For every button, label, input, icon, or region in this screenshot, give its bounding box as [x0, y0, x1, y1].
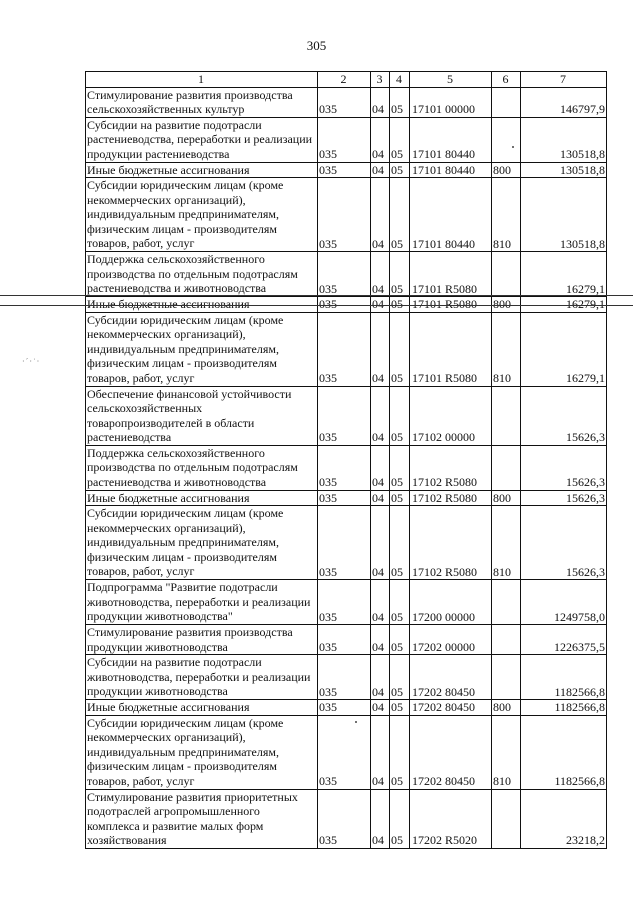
- row-csr-cell: 17102 R5080: [410, 445, 492, 490]
- row-subsection-cell: 05: [390, 297, 410, 313]
- header-cell: 3: [371, 72, 390, 88]
- row-csr-cell: 17102 R5080: [410, 490, 492, 506]
- row-ministry-cell: 035: [318, 386, 371, 445]
- row-ministry-cell: 035: [318, 490, 371, 506]
- row-amount-cell: 130518,8: [521, 178, 607, 252]
- row-csr-cell: 17101 80440: [410, 117, 492, 162]
- row-amount-cell: 15626,3: [521, 445, 607, 490]
- row-amount-cell: 1226375,5: [521, 625, 607, 655]
- row-subsection-cell: 05: [390, 162, 410, 178]
- row-subsection-cell: 05: [390, 386, 410, 445]
- row-name-cell: Субсидии юридическим лицам (кроме некоммерческих организаций), индивидуальным предпринимателям, физическим лицам - производителям товаров, работ, услуг: [86, 178, 318, 252]
- table-row: [86, 655, 607, 700]
- row-name-cell: Подпрограмма "Развитие подотрасли животноводства, переработки и реализации продукции животноводства": [86, 580, 318, 625]
- row-name-cell: Поддержка сельскохозяйственного производства по отдельным подотраслям растениеводства и животноводства: [86, 445, 318, 490]
- table-row: [86, 625, 607, 655]
- row-csr-cell: 17101 00000: [410, 87, 492, 117]
- row-amount-cell: 1182566,8: [521, 655, 607, 700]
- row-subsection-cell: 05: [390, 312, 410, 386]
- row-subsection-cell: 05: [390, 580, 410, 625]
- row-section-cell: 04: [371, 178, 390, 252]
- row-section-cell: 04: [371, 580, 390, 625]
- row-section-cell: 04: [371, 297, 390, 313]
- row-vr-cell: 810: [492, 312, 521, 386]
- row-amount-cell: 16279,1: [521, 312, 607, 386]
- row-ministry-cell: 035: [318, 117, 371, 162]
- margin-scribble: ·´·˙·: [22, 357, 41, 366]
- row-csr-cell: 17101 R5080: [410, 252, 492, 297]
- row-vr-cell: 810: [492, 715, 521, 789]
- row-amount-cell: 16279,1: [521, 252, 607, 297]
- header-cell: 2: [318, 72, 371, 88]
- row-amount-cell: 130518,8: [521, 117, 607, 162]
- row-subsection-cell: 05: [390, 625, 410, 655]
- row-name-cell: Поддержка сельскохозяйственного производства по отдельным подотраслям растениеводства и животноводства: [86, 252, 318, 297]
- row-section-cell: 04: [371, 386, 390, 445]
- row-ministry-cell: 035: [318, 715, 371, 789]
- row-subsection-cell: 05: [390, 252, 410, 297]
- table-row: [86, 87, 607, 117]
- row-name-cell: Иные бюджетные ассигнования: [86, 700, 318, 716]
- row-section-cell: 04: [371, 700, 390, 716]
- row-amount-cell: 1182566,8: [521, 715, 607, 789]
- row-csr-cell: 17200 00000: [410, 580, 492, 625]
- row-vr-cell: [492, 789, 521, 848]
- table-row: [86, 117, 607, 162]
- table-body: [86, 72, 607, 849]
- row-csr-cell: 17101 R5080: [410, 312, 492, 386]
- row-vr-cell: [492, 625, 521, 655]
- header-cell: 6: [492, 72, 521, 88]
- row-amount-cell: 1249758,0: [521, 580, 607, 625]
- strike-through-line: [0, 305, 633, 306]
- row-vr-cell: 800: [492, 162, 521, 178]
- row-section-cell: 04: [371, 715, 390, 789]
- strike-through-line: [0, 295, 633, 296]
- row-name-cell: Стимулирование развития производства продукции животноводства: [86, 625, 318, 655]
- row-ministry-cell: 035: [318, 297, 371, 313]
- row-section-cell: 04: [371, 162, 390, 178]
- row-csr-cell: 17202 80450: [410, 715, 492, 789]
- row-section-cell: 04: [371, 789, 390, 848]
- row-amount-cell: 15626,3: [521, 490, 607, 506]
- stray-mark: [355, 721, 357, 723]
- row-subsection-cell: 05: [390, 445, 410, 490]
- row-subsection-cell: 05: [390, 117, 410, 162]
- row-subsection-cell: 05: [390, 715, 410, 789]
- row-name-cell: Иные бюджетные ассигнования: [86, 490, 318, 506]
- row-vr-cell: 800: [492, 490, 521, 506]
- row-name-cell: Стимулирование развития производства сельскохозяйственных культур: [86, 87, 318, 117]
- row-section-cell: 04: [371, 655, 390, 700]
- row-vr-cell: 800: [492, 297, 521, 313]
- table-row: [86, 162, 607, 178]
- row-section-cell: 04: [371, 117, 390, 162]
- row-csr-cell: 17101 80440: [410, 162, 492, 178]
- row-section-cell: 04: [371, 87, 390, 117]
- table-row: [86, 700, 607, 716]
- row-subsection-cell: 05: [390, 700, 410, 716]
- table-row: [86, 252, 607, 297]
- row-csr-cell: 17101 80440: [410, 178, 492, 252]
- row-section-cell: 04: [371, 312, 390, 386]
- row-section-cell: 04: [371, 506, 390, 580]
- row-vr-cell: [492, 445, 521, 490]
- header-cell: 1: [86, 72, 318, 88]
- header-cell: 7: [521, 72, 607, 88]
- row-ministry-cell: 035: [318, 87, 371, 117]
- row-ministry-cell: 035: [318, 625, 371, 655]
- row-ministry-cell: 035: [318, 655, 371, 700]
- row-ministry-cell: 035: [318, 445, 371, 490]
- table-row: [86, 506, 607, 580]
- row-vr-cell: [492, 117, 521, 162]
- row-name-cell: Субсидии юридическим лицам (кроме некоммерческих организаций), индивидуальным предпринимателям, физическим лицам - производителям товаров, работ, услуг: [86, 506, 318, 580]
- row-vr-cell: [492, 386, 521, 445]
- row-vr-cell: 800: [492, 700, 521, 716]
- row-csr-cell: 17202 80450: [410, 700, 492, 716]
- row-name-cell: Стимулирование развития приоритетных подотраслей агропромышленного комплекса и развитие малых форм хозяйствования: [86, 789, 318, 848]
- row-amount-cell: 16279,1: [521, 297, 607, 313]
- row-name-cell: Иные бюджетные ассигнования: [86, 297, 318, 313]
- row-name-cell: Обеспечение финансовой устойчивости сельскохозяйственных товаропроизводителей в области растениеводства: [86, 386, 318, 445]
- table-row: [86, 178, 607, 252]
- row-section-cell: 04: [371, 252, 390, 297]
- row-name-cell: Субсидии юридическим лицам (кроме некоммерческих организаций), индивидуальным предпринимателям, физическим лицам - производителям товаров, работ, услуг: [86, 312, 318, 386]
- row-subsection-cell: 05: [390, 490, 410, 506]
- table-row: [86, 715, 607, 789]
- row-section-cell: 04: [371, 490, 390, 506]
- row-amount-cell: 130518,8: [521, 162, 607, 178]
- row-amount-cell: 1182566,8: [521, 700, 607, 716]
- row-subsection-cell: 05: [390, 655, 410, 700]
- budget-table: [85, 71, 607, 849]
- table-row: [86, 789, 607, 848]
- row-vr-cell: [492, 580, 521, 625]
- header-cell: 4: [390, 72, 410, 88]
- row-amount-cell: 146797,9: [521, 87, 607, 117]
- row-vr-cell: 810: [492, 178, 521, 252]
- row-amount-cell: 23218,2: [521, 789, 607, 848]
- row-section-cell: 04: [371, 625, 390, 655]
- row-ministry-cell: 035: [318, 178, 371, 252]
- row-ministry-cell: 035: [318, 162, 371, 178]
- row-amount-cell: 15626,3: [521, 506, 607, 580]
- row-csr-cell: 17102 R5080: [410, 506, 492, 580]
- table-row: [86, 580, 607, 625]
- table-row: [86, 490, 607, 506]
- row-subsection-cell: 05: [390, 506, 410, 580]
- table-header-row: [86, 72, 607, 88]
- row-ministry-cell: 035: [318, 700, 371, 716]
- row-name-cell: Иные бюджетные ассигнования: [86, 162, 318, 178]
- row-vr-cell: 810: [492, 506, 521, 580]
- row-ministry-cell: 035: [318, 580, 371, 625]
- row-csr-cell: 17202 R5020: [410, 789, 492, 848]
- row-name-cell: Субсидии на развитие подотрасли животноводства, переработки и реализации продукции животноводства: [86, 655, 318, 700]
- row-subsection-cell: 05: [390, 178, 410, 252]
- row-ministry-cell: 035: [318, 252, 371, 297]
- row-vr-cell: [492, 655, 521, 700]
- table-row: [86, 312, 607, 386]
- row-csr-cell: 17202 00000: [410, 625, 492, 655]
- row-amount-cell: 15626,3: [521, 386, 607, 445]
- stray-mark: [512, 146, 514, 148]
- row-csr-cell: 17102 00000: [410, 386, 492, 445]
- row-ministry-cell: 035: [318, 506, 371, 580]
- table-row: [86, 386, 607, 445]
- row-vr-cell: [492, 252, 521, 297]
- row-subsection-cell: 05: [390, 87, 410, 117]
- row-ministry-cell: 035: [318, 789, 371, 848]
- row-name-cell: Субсидии юридическим лицам (кроме некоммерческих организаций), индивидуальным предпринимателям, физическим лицам - производителям товаров, работ, услуг: [86, 715, 318, 789]
- row-vr-cell: [492, 87, 521, 117]
- table-row: [86, 445, 607, 490]
- row-subsection-cell: 05: [390, 789, 410, 848]
- header-cell: 5: [410, 72, 492, 88]
- page-number: 305: [306, 38, 327, 53]
- row-csr-cell: 17202 80450: [410, 655, 492, 700]
- row-section-cell: 04: [371, 445, 390, 490]
- row-ministry-cell: 035: [318, 312, 371, 386]
- row-csr-cell: 17101 R5080: [410, 297, 492, 313]
- row-name-cell: Субсидии на развитие подотрасли растениеводства, переработки и реализации продукции растениеводства: [86, 117, 318, 162]
